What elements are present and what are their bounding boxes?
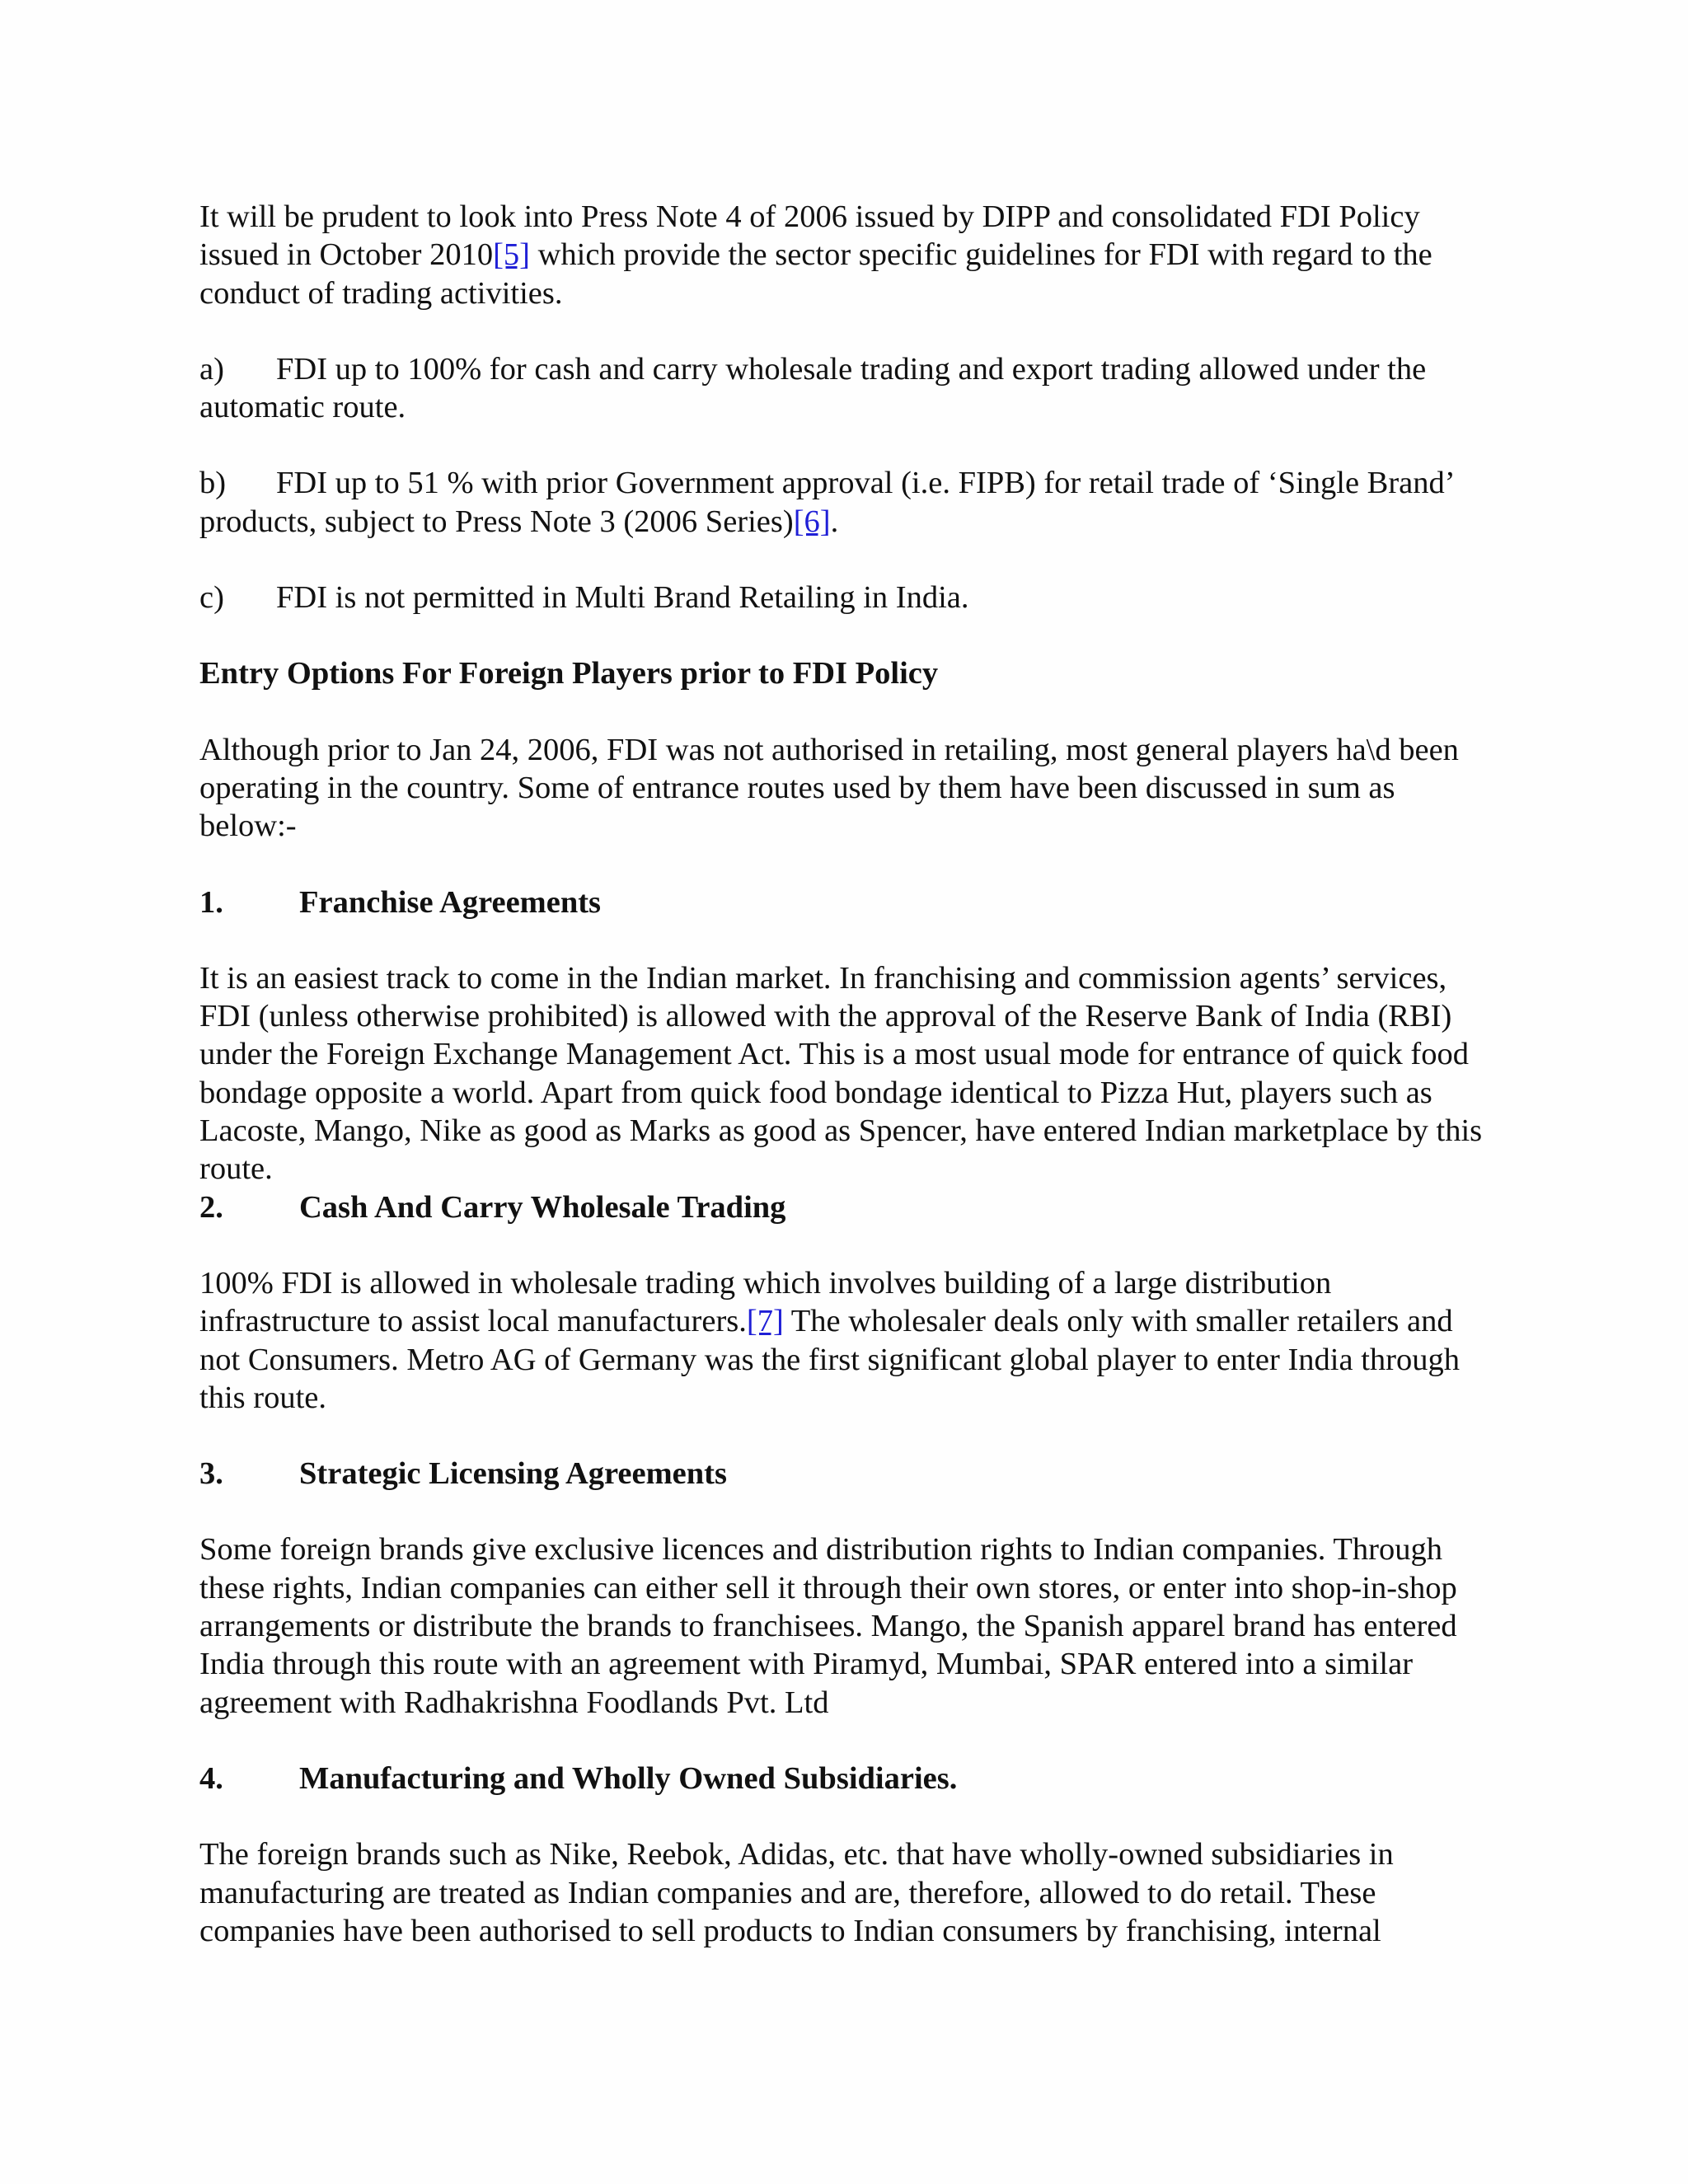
footnote-link-5[interactable]: [5] (493, 237, 530, 273)
list-label: a) (199, 351, 224, 387)
section-heading-manufacturing: 4. Manufacturing and Wholly Owned Subsidiaries. (199, 1760, 958, 1796)
entry-options-paragraph: Although prior to Jan 24, 2006, FDI was not authorised in retailing, most general players ha\d been operating in the country. Some of entrance routes used by them have been discussed in sum as below:- (199, 732, 1459, 844)
list-label: b) (199, 466, 227, 501)
document-page (199, 198, 1498, 1950)
section-paragraph-licensing: Some foreign brands give exclusive licences and distribution rights to Indian companies. Through these rights, Indian companies can either sell it through their own stores, or enter into shop-in-shop arrangements or distribute the brands to franchisees. Mango, the Spanish apparel brand has entered India through this route with an agreement with Piramyd, Mumbai, SPAR entered into a similar agreement with Radhakrishna Foodlands Pvt. Ltd (199, 1532, 1457, 1720)
list-item-b: b) FDI up to 51 % with prior Government approval (i.e. FIPB) for retail trade of ‘Single Brand’ products, subject to Press Note 3 (2006 Series)[6]. (199, 466, 1453, 539)
section-heading-cash-carry: 2. Cash And Carry Wholesale Trading (199, 1189, 786, 1225)
list-item-c: c) FDI is not permitted in Multi Brand Retailing in India. (199, 579, 1498, 616)
footnote-link-7[interactable]: [7] (746, 1304, 784, 1339)
section-paragraph-cash-carry: 100% FDI is allowed in wholesale trading which involves building of a large distribution infrastructure to assist local manufacturers.[7] The wholesaler deals only with smaller retailers and not Consumers. Metro AG of Germany was the first significant global player to enter India through this route. (199, 1265, 1460, 1415)
section-heading-franchise: 1. Franchise Agreements (199, 884, 602, 920)
section-heading-licensing: 3. Strategic Licensing Agreements (199, 1456, 727, 1492)
list-item-a: a) FDI up to 100% for cash and carry wholesale trading and export trading allowed under the automatic route. (199, 351, 1427, 425)
intro-paragraph: It will be prudent to look into Press Note 4 of 2006 issued by DIPP and consolidated FDI Policy issued in October 2010[5] which provide the sector specific guidelines for FDI with regard to the conduct of trading activities. (199, 199, 1432, 311)
section-paragraph-franchise: It is an easiest track to come in the Indian market. In franchising and commission agents’ services, FDI (unless otherwise prohibited) is allowed with the approval of the Reserve Bank of India (RBI) under the Foreign Exchange Management Act. This is a most usual mode for entrance of quick food bondage opposite a world. Apart from quick food bondage identical to Pizza Hut, players such as Lacoste, Mango, Nike as good as Marks as good as Spencer, have entered Indian marketplace by this route. (199, 960, 1483, 1187)
footnote-link-6[interactable]: [6] (793, 504, 831, 539)
list-label: c) (199, 580, 224, 616)
entry-options-heading: Entry Options For Foreign Players prior to FDI Policy (199, 656, 939, 691)
section-paragraph-manufacturing: The foreign brands such as Nike, Reebok, Adidas, etc. that have wholly-owned subsidiaries in manufacturing are treated as Indian companies and are, therefore, allowed to do retail. These companies have been authorised to sell products to Indian consumers by franchising, internal (199, 1837, 1394, 1948)
